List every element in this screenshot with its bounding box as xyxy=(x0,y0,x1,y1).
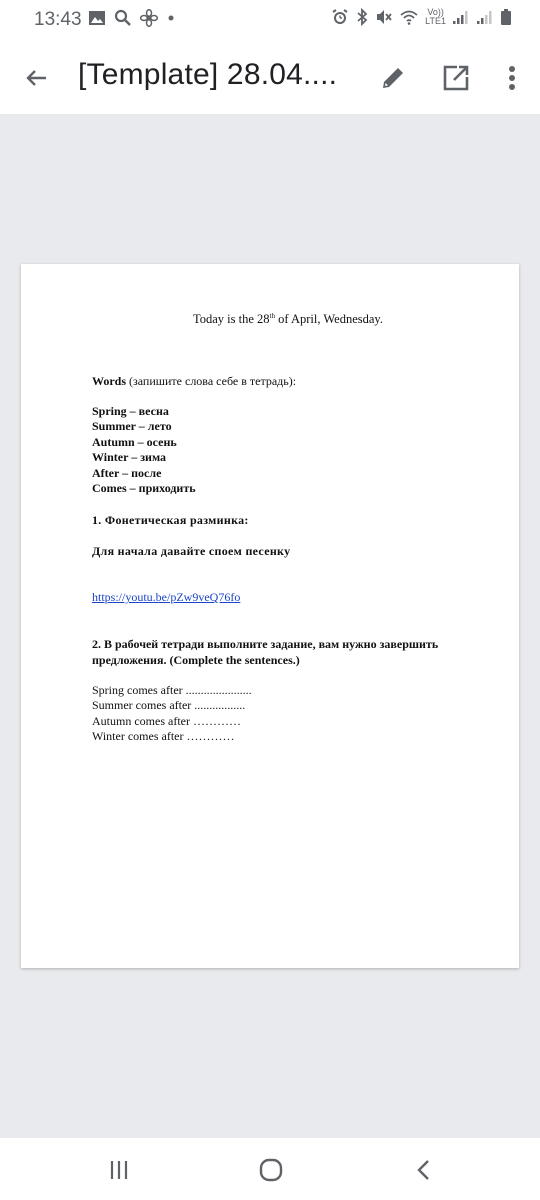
lte-label: LTE1 xyxy=(425,16,446,26)
sentence-item: Summer comes after ................. xyxy=(92,698,246,713)
document-page xyxy=(21,264,519,968)
network-type-label xyxy=(425,8,446,26)
heading-text-start: Today is the 28 xyxy=(192,312,270,327)
vocab-item: Comes – приходить xyxy=(92,481,196,496)
vocab-item: Winter – зима xyxy=(92,450,167,465)
words-label: Words xyxy=(92,374,127,388)
back-button[interactable] xyxy=(20,62,52,94)
heading-text-end: of April, Wednesday. xyxy=(274,312,383,327)
document-heading xyxy=(21,312,540,327)
sentence-item: Autumn comes after ………… xyxy=(92,713,241,728)
nav-back-button[interactable] xyxy=(410,1154,438,1186)
recents-button[interactable] xyxy=(106,1156,134,1184)
task1-text: Для начала давайте споем песенку xyxy=(92,544,291,558)
edit-button[interactable] xyxy=(377,62,409,94)
dot-icon xyxy=(166,13,176,23)
home-icon xyxy=(255,1154,287,1186)
words-note: (запишите слова себе в тетрадь): xyxy=(126,374,297,388)
document-viewer[interactable] xyxy=(0,114,540,1138)
vocab-item: Autumn – осень xyxy=(92,434,177,449)
back-arrow-icon xyxy=(20,62,52,94)
recents-icon xyxy=(106,1156,134,1184)
pencil-icon xyxy=(377,62,409,94)
sentence-item: Spring comes after ...................... xyxy=(92,683,252,697)
video-link[interactable]: https://youtu.be/pZw9veQ76fo xyxy=(92,590,241,604)
signal-icon xyxy=(452,9,470,25)
vocab-item: Spring – весна xyxy=(92,404,169,418)
alarm-icon xyxy=(331,8,349,26)
document-title: [Template] 28.04.... xyxy=(78,58,338,91)
task1-title: 1. Фонетическая разминка: xyxy=(92,513,249,527)
app-bar xyxy=(0,40,540,114)
wifi-icon xyxy=(399,8,419,26)
open-external-icon xyxy=(440,62,472,94)
heading-superscript: th xyxy=(269,312,275,320)
more-options-button[interactable] xyxy=(496,62,528,94)
search-icon xyxy=(114,9,132,27)
status-time: 13:43 xyxy=(34,9,82,30)
mute-icon xyxy=(375,8,393,26)
system-nav-bar xyxy=(0,1138,540,1200)
status-left-icons xyxy=(88,9,176,27)
status-right-icons xyxy=(331,8,512,26)
task2-text: 2. В рабочей тетради выполните задание, вам нужно завершить предложения. (Complete the sentences.) xyxy=(92,637,439,667)
signal-icon xyxy=(476,9,494,25)
battery-icon xyxy=(500,8,512,26)
home-button[interactable] xyxy=(255,1154,287,1186)
bluetooth-icon xyxy=(355,8,369,26)
fan-icon xyxy=(140,9,158,27)
open-in-app-button[interactable] xyxy=(440,62,472,94)
back-icon xyxy=(410,1154,438,1186)
volte-label: Vo)) xyxy=(427,7,444,17)
vocab-list xyxy=(92,404,196,496)
sentence-item: Winter comes after ………… xyxy=(92,728,235,743)
words-instruction xyxy=(92,374,296,389)
vocab-item: After – после xyxy=(92,465,162,480)
vocab-item: Summer – лето xyxy=(92,419,172,434)
more-vert-icon xyxy=(496,62,528,94)
status-bar xyxy=(0,0,540,40)
image-icon xyxy=(88,10,106,26)
sentence-list xyxy=(92,683,252,744)
